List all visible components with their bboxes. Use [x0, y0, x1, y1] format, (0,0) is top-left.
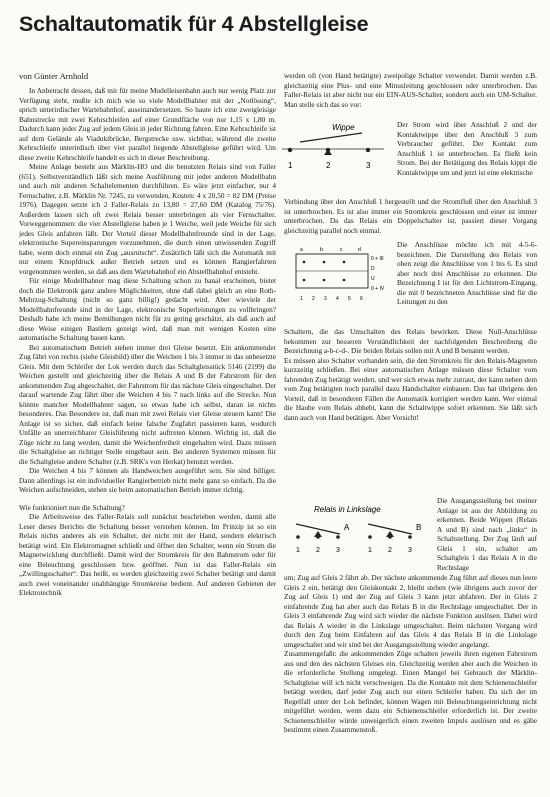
- terminal-1: [288, 148, 292, 152]
- pin-label: b: [320, 247, 323, 253]
- figure-label: Relais in Linkslage: [314, 505, 381, 514]
- relay-pin: [323, 279, 326, 282]
- terminal-3: [366, 148, 370, 152]
- paragraph: Bei automatischem Betrieb stehen immer drei Gleise besetzt. Ein ankommender Zug fährt von rechts (siehe Gleisbild) über die Weichen 1 bis 3 immer in das unbesetzte Gleis. Mit dem Schleifer der Lok werden durch das Schaltgleisstück 5146 (2199) die Weichen gestellt und gleichzeitig über die Relais A und B der Fahrstrom für den ankommenden Zug abgeschaltet, der Fahrstrom für das nächste Gleis eingeschaltet. Der darauf wartende Zug fährt über die Weichen 4 bis 7 nach links auf die Strecke. Nun könnte mancher Modellbahner sagen, so etwas habe ich selbst, daran ist nichts besonderes. Das Besondere ist, daß man mit zwei Relais vier Gleise steuern kann! Die Anlage ist so sicher, daß einfach keine falsche Zugfahrt passieren kann, wodurch Unfälle an unerreichbarer Gleisführung nicht auftreten können. Wichtig ist, daß die Züge nicht zu lang werden, damit die Weichenfreiheit eingehalten wird. Dazu müssen die Schaltgleise an richtiger Stelle eingebaut sein. Bei anderen Systemen müssen für die Schaltgleise andere Schalter (z.B. SRK's von Herkat) benutzt werden.: [19, 342, 276, 466]
- pin-number: 5: [348, 296, 351, 302]
- paragraph: Meine Anlage besteht aus Märklin-HO und die benutzten Relais sind von Faller (651). Selbstverständlich läßt sich meine Ausführung mit jeder anderen Modellbahn und auch mit anderen Schaltelementen durchführen. Es wäre jetzt einfacher, nur 4 Fernschalter, z.B. Märklin Nr. 7245, zu verwenden, Kosten: 4 x 20,50 = 82 DM (Preise 1976). Dagegen setzte ich 2 Faller-Relais zu 13,80 = 27,60 DM (Katalog 75/76). Außerdem lassen sich oft zwei Relais besser unterbringen als vier Fernschalter. Vorweggenommen: die vier Abstellgleise haben je 1 Weiche, weil jede Weiche für sich jedes Gleis anfahren läßt. Der Vorteil dieser Modellbahnfreunde sind in der Lage, elektronische Supereinsparungen vorzunehmen, die durch einen unwissenden Zugriff habe, wenn doch einmal ein Zug „ausrutscht“. Zusätzlich läßt sich die Automatik mit nur einem Knopfdruck außer Betrieb setzen und es können Rangierfahrten vorgenommen werden, so daß aus dem Wartebahnhof ein Abstellbahnhof entsteht.: [19, 162, 276, 276]
- fig1-caption: Der Strom wird über Anschluß 2 und der Kontaktwippe über den Anschluß 3 zum Verbraucher geführt. Der Kontakt zum Anschluß 1 ist unterbrochen. Es fließt kein Strom. Bei der Betätigung des Relais kippt die Kontaktwippe um und jetzt ist eine elektrische: [397, 120, 537, 177]
- figure-number: 1: [288, 161, 293, 170]
- relay-pin: [303, 261, 306, 264]
- figure-wippe: [270, 120, 390, 196]
- terminal: [296, 535, 300, 539]
- right-intro: werden oft (von Hand betätigte) zweipolige Schalter verwendet. Damit werden z.B. gleichzeitig eine Plus- und eine Minusleitung geschlossen oder unterbrochen. Das Faller-Relais ist aber nicht nur ein EIN-AUS-Schalter, sondern auch ein UM-Schalter. Man stelle sich das so vor:: [284, 71, 537, 109]
- figure-number: 2: [316, 547, 320, 554]
- terminal: [336, 535, 340, 539]
- paragraph: Die Arbeitsweise des Faller-Relais soll zunächst beschrieben werden, damit alle Leser dieses Berichts die Schaltung besser verstehen können. Im Prinzip ist so ein Relais nichts anderes als ein Schalter, der nicht mit der Hand, sondern elektrisch betätigt wird. Ein Elektromagnet schließt und öffnet den Schalter, wenn ein Strom die Magnetwicklung durchfließt. Damit wird der Stromkreis für den Bahnstrom oder für eine Beleuchtung geschlossen bzw. geöffnet. Nun ist das Faller-Relais ein „Zwillingsschalter“. Das heißt, es werden gleichzeitig zwei Schalter betätigt und damit auch zwei voneinander unabhängige Stromkreise bedient. Auf anderen Gebieten der Elektrotechnik: [19, 512, 276, 597]
- pin-number: 3: [324, 296, 327, 302]
- figure-number: 3: [336, 547, 340, 554]
- pin-number: 4: [336, 296, 339, 302]
- figure-number: 3: [408, 547, 412, 554]
- relay-pin: [303, 279, 306, 282]
- article-title: Schaltautomatik für 4 Abstellgleise: [19, 12, 369, 36]
- figure-number: 2: [326, 161, 331, 170]
- pin-label: a: [300, 247, 303, 253]
- figure-relais-linkslage: [284, 500, 436, 560]
- relay-pin: [323, 261, 326, 264]
- column-left: [19, 86, 276, 790]
- pin-label: d: [358, 247, 361, 253]
- relay-pin: [343, 279, 346, 282]
- relay-letter: B: [416, 523, 422, 532]
- rocker-line: [300, 133, 362, 142]
- figure-number: 1: [368, 547, 372, 554]
- relay-side-label: 0 + IV: [371, 286, 385, 292]
- relay-side-label: U: [371, 276, 375, 282]
- paragraph: Für einige Modellbahner mag diese Schaltung schon zu banal erscheinen, bietet doch die Elektronik ganz andere Möglichkeiten, ohne daß dabei gleich an eine Roth-Mehrzug-Schaltung (nicht so ganz billig!) gedacht wird. Aber wieviele der Modellbahnfreunde sind in der Lage, elektronische Superleistungen zu vollbringen? Deshalb habe ich meine Bemühungen nicht für zu gering geschätzt, als daß auch auf diese Weise einigen Bastlern gezeigt wird, daß man mit wenigen Kosten eine automatische Schaltung bauen kann.: [19, 276, 276, 342]
- pin-number: 6: [360, 296, 363, 302]
- figure-number: 1: [296, 547, 300, 554]
- relay-side-label: D: [371, 266, 375, 272]
- pin-label: c: [340, 247, 343, 253]
- relay-side-label: 0 + III: [371, 256, 384, 262]
- relay-pin: [343, 261, 346, 264]
- pin-number: 2: [312, 296, 315, 302]
- terminal: [408, 535, 412, 539]
- subheading: Wie funktioniert nun die Schaltung?: [19, 502, 125, 512]
- right-mid: Verbindung über den Anschluß 1 hergestellt und der Stromfluß über den Anschluß 3 ist unterbrochen. Es ist also immer ein Stromkreis geschlossen und einer ist immer unterbrochen. Da das Relais ein Doppelschalter ist, passiert dieser Vorgang gleichzeitig parallel noch einmal.: [284, 197, 537, 235]
- paragraph: In Anbetracht dessen, daß mir für meine Modelleisenbahn auch nur wenig Platz zur Verfügung steht, mußte ich mich wie so viele Modellbahner mit der „Notlösung“, sprich unterirdischer Wartebahnhof, auseinandersetzen. So baute ich eine zweigleisige Bahnstrecke mit zwei Kehrschleifen auf einer Grundfläche von nur 1,15 x 1,80 m. Dadurch kann jeder Zug auf jedem Gleis in jeder Richtung fahren. Eine Kehrschleife ist auf dem Gelände als Viaduktbrücke, Bergstrecke usw. sichtbar, während die zweite Kehrschleife unterirdisch über vier parallel liegende Abstellgleise geführt wird. Um diese zweite Kehrschleife handelt es sich in dieser Beschreibung.: [19, 86, 276, 162]
- terminal: [368, 535, 372, 539]
- fig3-caption: Die Ausgangsstellung bei meiner Anlage ist aus der Abbildung zu erkennen. Beide Wippen (Relais A und B) sind nach „links“ in Schaltstellung. Der Zug läuft auf Gleis 1 ein, schaltet am Schaltgleis 1 das Relais A in die Rechtslage: [437, 496, 537, 572]
- article-author: von Günter Arnhold: [19, 71, 89, 81]
- relay-letter: A: [344, 523, 350, 532]
- figure-label: Wippe: [332, 123, 355, 132]
- terminal: [388, 535, 392, 539]
- terminal: [316, 535, 320, 539]
- right-mid2: Schaltern, die das Umschalten des Relais bewirken. Diese Null-Anschlüsse bekommen zur besseren Verständlichkeit der nachfolgenden Beschreibung die Bezeichnung a-b-c-d-. Die beiden Relais sollen mit A und B benannt werden. Es müssen also Schalter vorhanden sein, die den Stromkreis für den Relais-Magneten kurzzeitig schließen. Bei einer automatischen Anlage müssen diese Schalter vom fahrenden Zug betätigt werden, und wer sich etwas mehr zutraut, der kann neben dem vom Zug betätigten noch parallel dazu Handschalter einbauen. Das hat übrigens den Vorteil, daß in besonderen Fällen die Automatik korrigiert werden kann. Wer einmal die Haube vom Relais abhebt, kann die Schaltwippe sofort erkennen. Sie läßt sich dann auch von Hand betätigen. Aber Vorsicht!: [284, 327, 537, 422]
- right-bottom: um; Zug auf Gleis 2 fährt ab. Der nächste ankommende Zug führt auf dieses nun leere Gleis 2 ein, betätigt den Gleiskontakt 2, bleibt stehen (wie übrigens auch zuvor der Zug auf Gleis 1) und der Zug auf Gleis 3 kann jetzt abfahren. Der in Gleis 2 einfahrende Zug hat aber auch das Relais B in die Rechtslage umgeschaltet. Der in Gleis 3 einfahrende Zug wird sich wieder die nächste Funktion auslösen. Dabei wird das Relais A wieder in die Linkslage umgeschaltet. Beim nächsten Vorgang wird durch den Zug beim Einfahren auf das Gleis 4 das Relais B in die Linkslage umgeschaltet und wir sind bei der Ausgangsstellung wieder angelangt. Zusammengefaßt: die ankommenden Züge schalten jeweils ihren eigenen Fahrstrom aus und den des nächsten Gleises ein. Gleichzeitig werden aber auch die Weichen in die erforderliche Stellung umgelegt. Einen Mangel bei Gebrauch der Märklin-Schaltgleise will ich nicht verschweigen. Da die Kontakte mit dem Schienenschleifer betätigt werden, darf jeder Zug auch nur einen Schleifer haben. Da sich der im Regelfall unter der Lok befindet, können Wagen mit Beleuchtungseinrichtung nicht mitgeführt werden, wenn dazu ein Schienenschleifer erforderlich ist. Der zweite Schienenschleifer würde unweigerlich einen zweiten Impuls auslösen und es gäbe bestimmt einen Zusammenstoß.: [284, 573, 537, 734]
- figure-number: 3: [366, 161, 371, 170]
- terminal-2: [326, 148, 330, 152]
- pin-number: 1: [300, 296, 303, 302]
- figure-number: 2: [388, 547, 392, 554]
- figure-relay-top-view: [284, 240, 392, 322]
- fig2-caption: Die Anschlüsse möchte ich mit 4-5-6- bezeichnen. Die Darstellung des Relais von oben zeigt die Anschlüsse von 1 bis 6. Es sind aber noch drei Anschlüsse zu erkennen. Die Bezeichnung I ist für den Lichtstrom-Eingang, die mit 0 bezeichneten Anschlüsse sind für die Leitungen zu den: [397, 240, 537, 306]
- paragraph: Die Weichen 4 bis 7 können als Handweichen ausgeführt sein. Sie sind billiger. Dann allerdings ist ein individueller Rangierbetrieb nicht mehr ganz so einfach. Da die Weichen aufschneiden, stehen sie beim automatischen Betrieb immer richtig.: [19, 466, 276, 494]
